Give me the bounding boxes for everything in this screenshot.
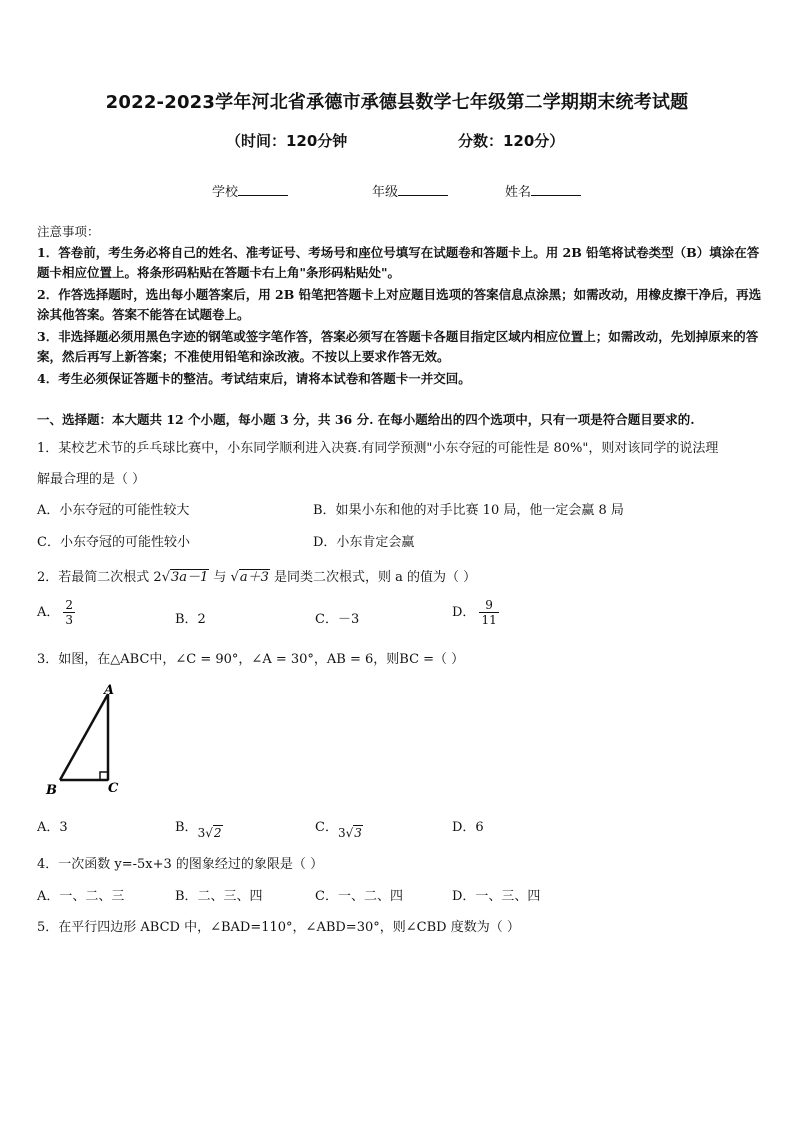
q1-option-a: A．小东夺冠的可能性较大 (37, 503, 190, 518)
fraction-numerator: 9 (479, 598, 498, 613)
triangle-figure (40, 680, 140, 802)
vertex-b-label: B (46, 783, 57, 798)
name-blank (531, 183, 581, 196)
q1-stem-line2: 解最合理的是（ ） (37, 472, 146, 487)
q2-option-d-fraction (479, 598, 498, 627)
exam-title: 2022-2023学年河北省承德市承德县数学七年级第二学期期末统考试题 (105, 92, 689, 113)
q3-option-b-coef: 3 (197, 826, 206, 840)
sqrt-icon: √ (205, 826, 213, 840)
q2-radicand-2: a＋3 (239, 570, 269, 585)
q4-option-c: C．一、二、四 (315, 889, 403, 904)
sqrt-icon: √ (161, 570, 170, 585)
q4-option-b: B．二、三、四 (175, 889, 263, 904)
side-ab (60, 694, 108, 780)
q3-stem: 3．如图，在△ABC中，∠C = 90°，∠A = 30°，AB = 6，则BC =（ ） (37, 652, 465, 667)
q3-option-a: A．3 (37, 820, 68, 835)
name-label: 姓名 (505, 185, 532, 200)
note-item-4: 4．考生必须保证答题卡的整洁。考试结束后，请将本试卷和答题卡一并交回。 (37, 371, 471, 386)
vertex-c-label: C (108, 781, 119, 796)
note-item-3: 3．非选择题必须用黑色字迹的钢笔或签字笔作答，答案必须写在答题卡各题目指定区域内相应位置上；如需改动，先划掉原来的答案，然后再写上新答案；不准使用铅笔和涂改液。不按以上要求作答无效。 (37, 329, 759, 364)
grade-label: 年级 (372, 185, 399, 200)
q1-option-c: C．小东夺冠的可能性较小 (37, 535, 190, 550)
q1-stem-line1: 1．某校艺术节的乒乓球比赛中，小东同学顺利进入决赛.有同学预测"小东夺冠的可能性是 80%"，则对该同学的说法理 (37, 441, 719, 456)
section-heading: 一、选择题：本大题共 12 个小题，每小题 3 分，共 36 分. 在每小题给出的四个选项中，只有一项是符合题目要求的. (37, 412, 695, 427)
q3-option-d: D．6 (452, 820, 484, 835)
q3-option-b-label: B． (175, 820, 198, 835)
school-label: 学校 (212, 185, 239, 200)
school-blank (238, 183, 288, 196)
notes-heading: 注意事项： (37, 224, 100, 239)
q2-prefix: 2．若最简二次根式 2 (37, 570, 162, 585)
q2-option-d-label: D． (452, 605, 476, 620)
q3-option-c-value (338, 826, 363, 840)
q3-option-c-coef: 3 (337, 826, 346, 840)
note-item-1: 1．答卷前，考生务必将自己的姓名、准考证号、考场号和座位号填写在试题卷和答题卡上。用 2B 铅笔将试卷类型（B）填涂在答题卡相应位置上。将条形码粘贴在答题卡右上角"条形码粘贴处"。 (37, 245, 760, 280)
time-label: （时间：120分钟 (226, 132, 348, 150)
q4-option-d: D．一、三、四 (452, 889, 541, 904)
q3-option-b-radicand: 2 (213, 826, 222, 840)
fraction-numerator: 2 (65, 598, 74, 612)
fraction-denominator: 11 (481, 613, 497, 627)
grade-field (372, 181, 448, 200)
q2-radicand-1: 3a－1 (170, 570, 209, 585)
q3-option-b-value (198, 826, 223, 840)
q3-option-c-label: C． (315, 820, 338, 835)
q3-option-c (315, 816, 363, 840)
q2-option-a-fraction (63, 598, 75, 627)
q3-option-c-radicand: 3 (354, 826, 362, 840)
q4-stem: 4．一次函数 y=-5x+3 的图象经过的象限是（ ） (37, 857, 324, 872)
q2-suffix: 是同类二次根式，则 a 的值为（ ） (269, 570, 477, 585)
q1-option-d: D．小东肯定会赢 (313, 535, 415, 550)
sqrt-icon: √ (230, 570, 239, 585)
vertex-a-label: A (104, 683, 115, 698)
note-item-2: 2．作答选择题时，选出每小题答案后，用 2B 铅笔把答题卡上对应题目选项的答案信息点涂黑；如需改动，用橡皮擦干净后，再选涂其他答案。答案不能答在试题卷上。 (37, 287, 762, 322)
sqrt-icon: √ (345, 826, 354, 840)
q1-option-b: B．如果小东和他的对手比赛 10 局，他一定会赢 8 局 (313, 503, 624, 518)
score-label: 分数：120分） (458, 132, 565, 150)
q4-option-a: A．一、二、三 (37, 889, 125, 904)
q2-option-c: C．－3 (315, 612, 360, 627)
q5-stem: 5．在平行四边形 ABCD 中，∠BAD=110°，∠ABD=30°，则∠CBD 度数为（ ） (37, 920, 520, 935)
school-field (212, 181, 288, 200)
q2-option-a (37, 598, 75, 627)
name-field (505, 181, 581, 200)
q2-option-d (452, 598, 499, 627)
q2-option-a-label: A． (37, 605, 60, 620)
q3-option-b (175, 816, 223, 840)
fraction-denominator: 3 (65, 613, 74, 627)
q2-stem (37, 566, 476, 585)
q2-mid: 与 (209, 570, 231, 585)
grade-blank (398, 183, 448, 196)
q2-option-b: B．2 (175, 612, 206, 627)
